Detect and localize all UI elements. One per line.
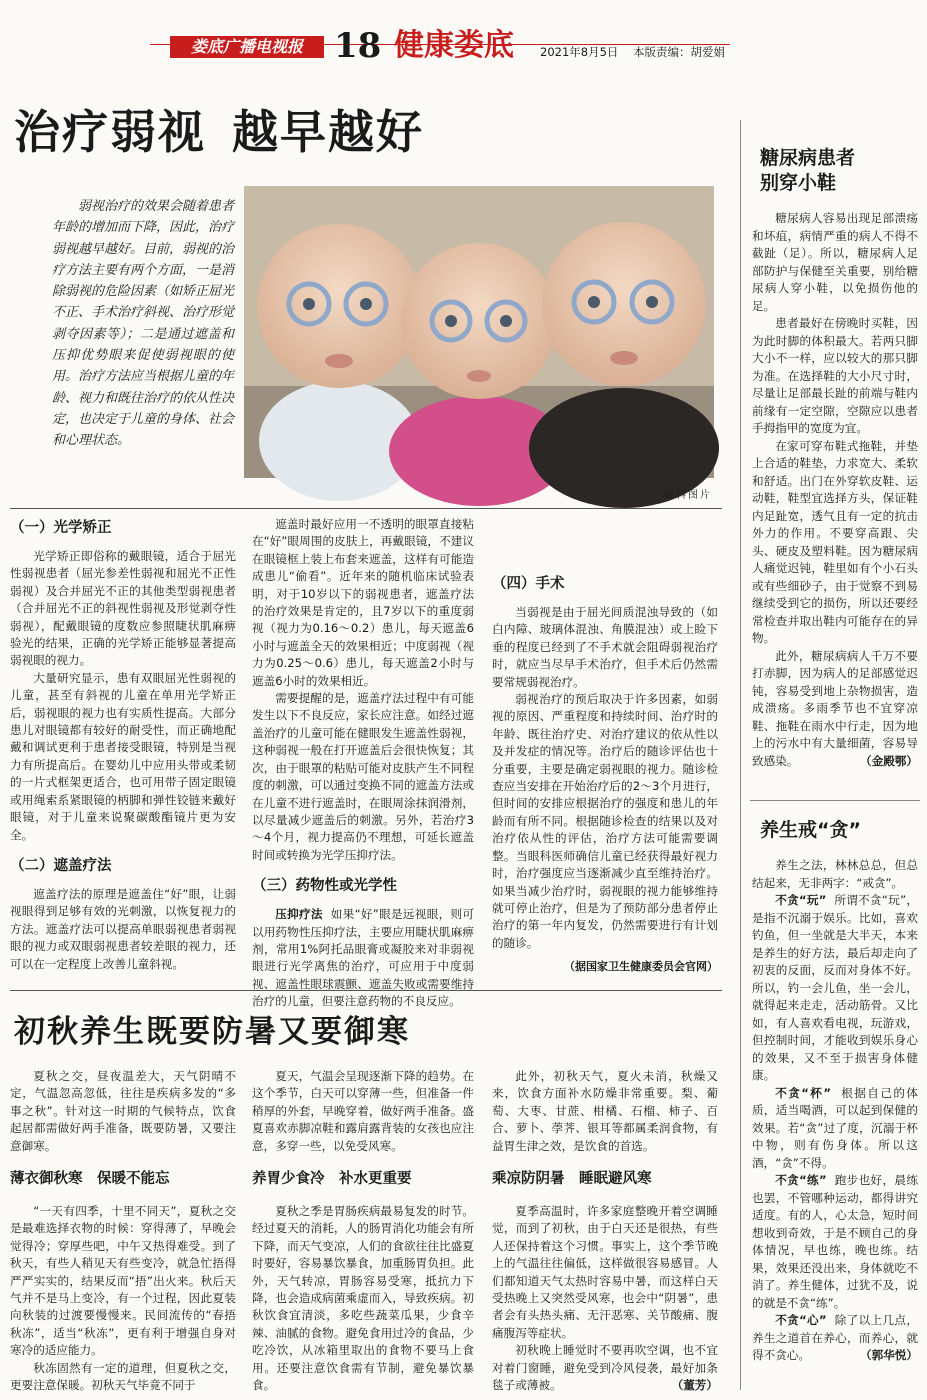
paragraph: 不贪“玩” 所谓不贪“玩”，是指不沉溺于娱乐。比如，喜欢钓鱼，但一坐就是大半天，本来是养生的好方法，最后却走向了初衷的反面，反而对身体不好。所以，钓一会儿鱼，坐一会儿，就得起来走走，活动筋骨。又比如，有人喜欢看电视，玩游戏，但控制时间，才能收到娱乐身心的效果，又不至于损害身体健康。	[752, 893, 918, 1082]
issue-date: 2021年8月5日	[540, 45, 619, 59]
column-divider	[740, 120, 741, 1390]
section-heading: （一）光学矫正	[10, 520, 112, 536]
paragraph: 不贪“练” 跑步也好，晨练也罢，不管哪种运动，都得讲究适度。有的人，心太急，短时间想收到奇效，于是不顾自己的身体情况，早也练，晚也练。结果，效果还没出来，身体就吃不消了。养生健体，过犹不及，说的就是不贪“练”。	[752, 1173, 918, 1310]
paragraph: 大量研究显示，患有双眼屈光性弱视的儿童，甚至有斜视的儿童在单用光学矫正后，弱视眼的视力也有实质性提高。大部分患儿对眼镜都有较好的耐受性，而正确地配戴和调试更利于患者接受眼镜，特别是当视力有所提高后。在婴幼儿中应用头带或柔韧的一片式框架更适合，也可用带子固定眼镜或用绳索系紧眼镜的柄脚和弹性铰链来戴好眼镜，对于儿童来说聚碳酸酯镜片更为安全。	[10, 670, 236, 842]
paragraph: 夏天，气温会呈现逐渐下降的趋势。在这个季节，白天可以穿薄一些，但准备一件稍厚的外套，早晚穿着，做好两手准备。盛夏喜欢赤脚凉鞋和露肩露背装的女孩也应注意，多穿一些，以免受风寒。	[252, 1069, 474, 1153]
photo-illustration	[244, 186, 714, 478]
paragraph: 不贪“杯” 根据自己的体质，适当喝酒，可以起到保健的效果。若“贪”过了度，沉溺于杯中物，则有伤身体。所以这酒，“贪”不得。	[752, 1085, 918, 1170]
paragraph: 需要提醒的是，遮盖疗法过程中有可能发生以下不良反应，家长应注意。如经过遮盖治疗的儿童可能在健眼发生遮盖性弱视，这种弱视一般在打开遮盖后会很快恢复；其次，由于眼罩的粘贴可能对皮肤产生不同程度的刺激，可以通过变换不同的遮盖方法或在儿童不进行遮盖时，在眼周涂抹润滑剂，以尽量减少遮盖后的刺激。另外，若治疗3～4个月，视力提高仍不理想，可延长遮盖时间或转换为光学压抑疗法。	[252, 691, 474, 862]
editor-credit: 本版责编：胡爱娟	[633, 45, 726, 59]
article-intro: 弱视治疗的效果会随着患者年龄的增加而下降，因此，治疗弱视越早越好。目前，弱视的治疗方法主要有两个方面，一是消除弱视的危险因素（如矫正屈光不正、手术治疗斜视、治疗形觉剥夺因素等）；二是通过遮盖和压抑优势眼来促使弱视眼的使用。治疗方法应当根据儿童的年龄、视力和既往治疗的依从性决定，也决定于儿童的身体、社会和心理状态。	[52, 199, 235, 449]
paragraph: 遮盖疗法的原理是遮盖住“好”眼，让弱视眼得到足够有效的光刺激，以恢复视力的方法。遮盖疗法可以提高单眼弱视患者弱视眼的视力或双眼弱视患者较差眼的视力，还可以在一定程度上改善儿童斜视。	[10, 886, 236, 971]
issue-meta	[540, 44, 725, 60]
paragraph: 当弱视是由于屈光间质混浊导致的（如白内障、玻璃体混浊、角膜混浊）或上睑下垂的程度已经到了不手术就会阻碍弱视治疗时，就应当尽早手术治疗，但手术后仍然需要常规弱视治疗。	[492, 605, 718, 689]
sidebar-article-greed	[752, 818, 918, 1392]
section-heading: （三）药物性或光学性	[252, 878, 397, 895]
headline-part-a: 治疗弱视	[14, 105, 206, 159]
author-credit: （金殿鄂）	[860, 753, 918, 768]
section-heading: （二）遮盖疗法	[10, 857, 112, 874]
run-in-label: 不贪“玩”	[775, 893, 827, 907]
paragraph: 秋冻固然有一定的道理，但夏秋之交，更要注意保暖。初秋天气毕竟不同于	[10, 1360, 236, 1393]
paragraph: 夏季高温时，许多家庭整晚开着空调睡觉，而到了初秋，由于白天还是很热，有些人还保持着这个习惯。事实上，这个季节晚上的气温往往偏低，这样做很容易感冒。人们都知道天气太热时容易中暑，而这样白天受热晚上又突然受风寒，也会中“阴暑”，患者会有头热头痛、无汗恶寒、关节酸痛、腹痛腹泻等症状。	[492, 1204, 718, 1340]
run-in-label: 不贪“杯”	[775, 1085, 831, 1100]
paragraph: 养生之法，林林总总，但总结起来，无非两字：“戒贪”。	[752, 858, 918, 890]
paragraph: “一天有四季，十里不同天”，夏秋之交是最难选择衣物的时候：穿得薄了，早晚会觉得冷；穿厚些吧，中午又热得难受。到了秋天，有些人稍见天有些变冷，就急忙捂得严严实实的，结果反而“捂”出火来。秋后天气并不是马上变冷，有一个过程，因此夏装向秋装的过渡要慢慢来。民间流传的“春捂秋冻”，适当“秋冻”，更有利于增强自身对寒冷的适应能力。	[10, 1204, 236, 1358]
section-heading: 养胃少食冷 补水更重要	[252, 1171, 412, 1188]
paragraph: 弱视治疗的预后取决于许多因素，如弱视的原因、严重程度和持续时间、治疗时的年龄、既往治疗史、对治疗建议的依从性以及并发症的情况等。治疗后的随诊评估也十分重要，主要是确定弱视眼的视力。随诊检查应当安排在开始治疗后的2～3个月进行，但时间的安排应根据治疗的强度和患儿的年龄而有所不同。根据随诊检查的结果以及对治疗依从性的评估，治疗方法可能需要调整。当眼科医师确信儿童已经获得最好视力时，治疗强度应当逐渐减少直至维持治疗。如果当减少治疗时，弱视眼的视力能够维持就可停止治疗，但是为了预防部分患者停止治疗的第一年内复发，仍然需要进行有计划的随诊。	[492, 692, 718, 950]
sidebar-title: 糖尿病患者	[760, 147, 856, 169]
article1-column-2	[252, 516, 474, 1009]
page-number: 18	[334, 26, 382, 66]
section-name: 健康娄底	[394, 28, 514, 63]
paragraph: 光学矫正即俗称的戴眼镜，适合于屈光性弱视患者（屈光参差性弱视和屈光不正性弱视）及合并屈光不正的其他类型弱视患者（合并屈光不正的斜视性弱视及形觉剥夺性弱视），配戴眼镜的度数应参照睫状肌麻痹验光的结果，正确的光学矫正能够显著提高弱视眼的视力。	[10, 549, 236, 668]
headline-part-b: 越早越好	[232, 105, 424, 159]
divider	[750, 800, 920, 801]
sidebar-title: 养生戒“贪”	[760, 819, 861, 841]
article2-column-2	[252, 1068, 474, 1394]
article1-column-3	[492, 516, 718, 990]
article-headline	[14, 96, 424, 162]
sidebar-article-diabetes	[752, 146, 918, 786]
paragraph: 遮盖时最好应用一不透明的眼罩直接粘在“好”眼周围的皮肤上，再戴眼镜，不建议在眼镜框上装上布套来遮盖，这样有可能造成患儿“偷看”。近年来的随机临床试验表明，对于10岁以下的弱视患者，遮盖疗法的治疗效果是肯定的，且7岁以下的重度弱视（视力为0.16～0.2）患儿，每天遮盖6小时与遮盖全天的效果相近；中度弱视（视力为0.25～0.6）患儿，每天遮盖2小时与遮盖6小时的效果相近。	[252, 517, 474, 688]
paragraph: 糖尿病人容易出现足部溃疡和坏疽，病情严重的病人不得不截趾（足）。所以，糖尿病人足部防护与保健至关重要，别给糖尿病人穿小鞋，以免损伤他的足。	[752, 211, 918, 313]
author-credit: （郭华悦）	[860, 1348, 918, 1362]
article2-column-1	[10, 1068, 236, 1394]
author-credit: （董芳）	[671, 1378, 718, 1393]
article2-column-3	[492, 1068, 718, 1394]
section-heading: 乘凉防阴暑 睡眠避风寒	[492, 1171, 652, 1188]
sidebar-title: 别穿小鞋	[760, 172, 837, 194]
newspaper-name: 娄底广播电视报	[170, 36, 324, 58]
paragraph: 压抑疗法 如果“好”眼是远视眼，则可以用药物性压抑疗法，主要应用睫状肌麻痹剂，常用1%阿托品眼膏或凝胶来对非弱视眼进行光学离焦的治疗，可应用于中度弱视、遮盖性眼球震颤、遮盖失败或需要维持治疗的儿童，但要注意药物的不良反应。	[252, 907, 474, 1009]
paragraph: 夏秋之季是胃肠疾病最易复发的时节。经过夏天的消耗，人的肠胃消化功能会有所下降，而天气变凉，人们的食欲往往比盛夏时要好，容易暴饮暴食，加重肠胃负担。此外，天气转凉，胃肠容易受寒，抵抗力下降，也会造成病菌乘虚而入，导致疾病。初秋饮食宜清淡，多吃些蔬菜瓜果，少食辛辣、油腻的食物。避免食用过冷的食品，少吃冷饮，从冰箱里取出的食物不要马上食用。还要注意饮食需有节制，避免暴饮暴食。	[252, 1204, 474, 1393]
paragraph: 初秋晚上睡觉时不要再吹空调，也不宜对着门窗睡，避免受到冷风侵袭，最好加条毯子或薄被。 （董芳）	[492, 1342, 718, 1394]
source-credit: （据国家卫生健康委员会官网）	[564, 960, 718, 974]
paragraph: 夏秋之交，昼夜温差大，天气阴晴不定，气温忽高忽低，往往是疾病多发的“多事之秋”。针对这一时期的气候特点，饮食起居都需做好两手准备，既要防暑，又要注意御寒。	[10, 1069, 236, 1153]
paragraph: 此外，初秋天气，夏火未消，秋燥又来，饮食方面补水防燥非常重要。梨、葡萄、大枣、甘蔗、柑橘、石榴、柿子、百合、萝卜、荸荠、银耳等都属柔润食物，有益胃生津之效，是饮食的首选。	[492, 1069, 718, 1153]
section-heading: 薄衣御秋寒 保暖不能忘	[10, 1171, 170, 1188]
divider	[10, 508, 722, 509]
run-in-label: 不贪“心”	[775, 1313, 827, 1327]
paragraph: 此外，糖尿病病人千万不要打赤脚，因为病人的足部感觉迟钝，容易受到地上杂物损害，造成溃疡。多雨季节也不宜穿凉鞋、拖鞋在雨水中行走，因为地上的污水中有大量细菌，容易导致感染。 （金殿鄂）	[752, 648, 918, 771]
paragraph: 在家可穿布鞋式拖鞋，并垫上合适的鞋垫，力求宽大、柔软和舒适。出门在外穿软皮鞋、运动鞋，鞋型宜选择方头，保证鞋内足趾宽，透气且有一定的抗击外力的作用。不要穿高跟、尖头、硬皮及塑料鞋。因为糖尿病人痛觉迟钝，鞋里如有个小石头或有些细砂子，由于觉察不到易继续受到它的损伤，所以还要经常检查并取出鞋内可能存在的异物。	[752, 438, 918, 645]
paragraph: 不贪“心” 除了以上几点，养生之道首在养心，而养心，就得不贪心。 （郭华悦）	[752, 1312, 918, 1365]
section-heading: （四）手术	[492, 576, 565, 592]
babies-photo	[244, 186, 714, 478]
run-in-label: 压抑疗法	[275, 907, 323, 922]
paragraph: 患者最好在傍晚时买鞋，因为此时脚的体积最大。若两只脚大小不一样，应以较大的那只脚为准。在选择鞋的大小尺寸时，尽量让足部最长趾的前端与鞋内前缘有一定空隙，空隙应以患者手拇指甲的宽度为宜。	[752, 316, 918, 435]
run-in-label: 不贪“练”	[775, 1173, 827, 1187]
article2-headline: 初秋养生既要防暑又要御寒	[14, 1014, 410, 1050]
photo-caption: 资料图片	[664, 490, 712, 501]
masthead	[0, 0, 927, 66]
article1-column-1	[10, 516, 236, 986]
